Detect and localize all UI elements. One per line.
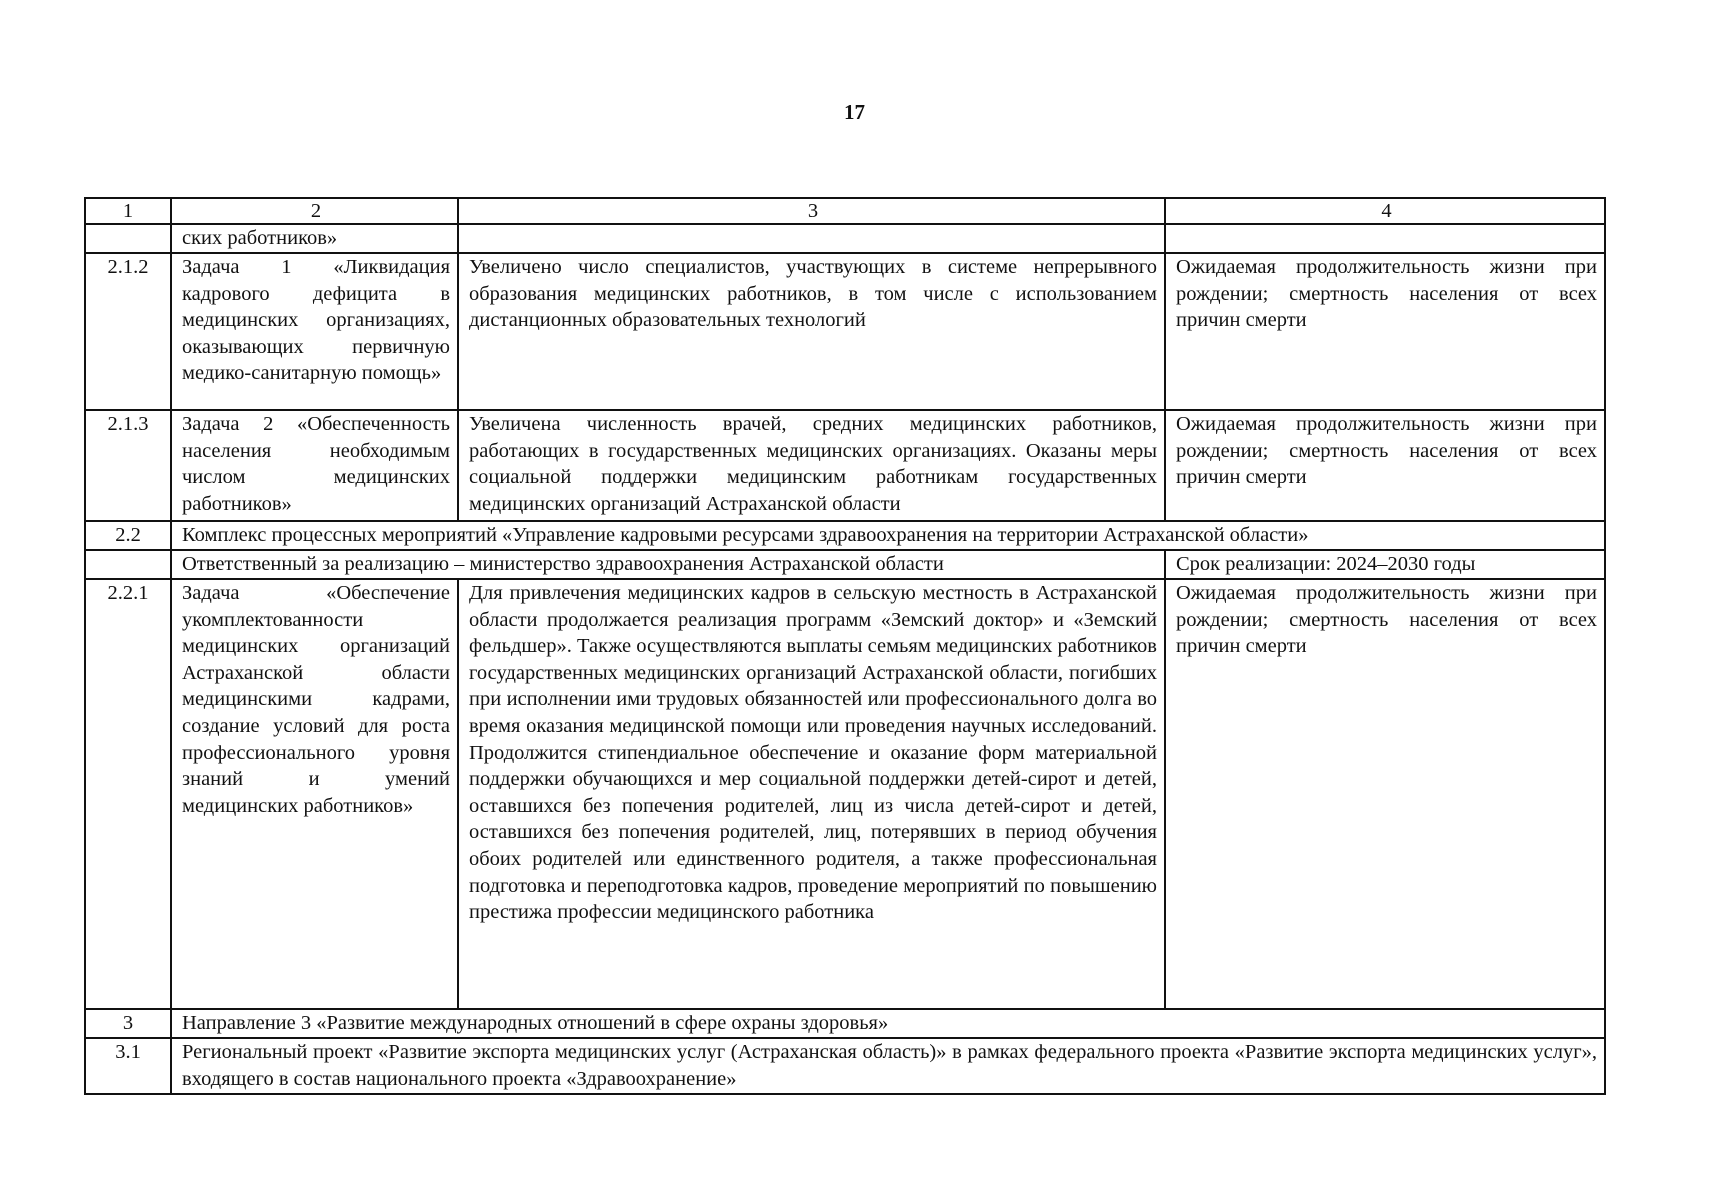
row-number: 3 (85, 1009, 171, 1038)
responsible-cell (171, 550, 1165, 579)
page-number: 17 (844, 100, 865, 124)
indicator-text: Ожидаемая продолжительность жизни при рождении; смертность населения от всех причин смерти (1176, 582, 1597, 658)
row-number (85, 224, 171, 253)
indicator-cell (1165, 410, 1605, 521)
section-title: Региональный проект «Развитие экспорта медицинских услуг (Астраханская область)» в рамках федерального проекта «Развитие экспорта медицинских услуг», входящего в состав национального проекта «Здравоохранение» (182, 1041, 1597, 1090)
section-title: Направление 3 «Развитие международных отношений в сфере охраны здоровья» (182, 1012, 889, 1034)
responsible-text: Ответственный за реализацию – министерство здравоохранения Астраханской области (182, 553, 944, 575)
table-row (85, 550, 1605, 579)
term-text: Срок реализации: 2024–2030 годы (1176, 553, 1476, 575)
task-cell (171, 579, 458, 1009)
row-number: 2.2.1 (85, 579, 171, 1009)
result-cell (458, 410, 1165, 521)
indicator-text: Ожидаемая продолжительность жизни при рождении; смертность населения от всех причин смерти (1176, 256, 1597, 332)
task-cell (171, 410, 458, 521)
section-title-cell (171, 1009, 1605, 1038)
task-cell (171, 253, 458, 410)
row-number (85, 550, 171, 579)
row-number: 3.1 (85, 1038, 171, 1094)
task-text: Задача 1 «Ликвидация кадрового дефицита в медицинских организациях, оказывающих первичную медико-санитарную помощь» (182, 256, 450, 385)
task-text: Задача «Обеспечение укомплектованности медицинских организаций Астраханской области медицинскими кадрами, создание условий для роста профессионального уровня знаний и умений медицинских работников» (182, 582, 450, 817)
indicator-cell (1165, 579, 1605, 1009)
table-row (85, 253, 1605, 410)
result-cell (458, 579, 1165, 1009)
indicator-cell (1165, 253, 1605, 410)
table-row (85, 1009, 1605, 1038)
result-text: Увеличено число специалистов, участвующих в системе непрерывного образования медицинских работников, в том числе с использованием дистанционных образовательных технологий (469, 256, 1157, 332)
task-text: Задача 2 «Обеспеченность населения необходимым числом медицинских работников» (182, 413, 450, 515)
section-title: Комплекс процессных мероприятий «Управление кадровыми ресурсами здравоохранения на территории Астраханской области» (182, 524, 1309, 546)
header-col-1: 1 (85, 198, 171, 224)
task-cell (171, 224, 458, 253)
row-number: 2.1.2 (85, 253, 171, 410)
row-number: 2.1.3 (85, 410, 171, 521)
table-row (85, 521, 1605, 550)
table-header-row (85, 198, 1605, 224)
result-text: Увеличена численность врачей, средних медицинских работников, работающих в государственных медицинских организациях. Оказаны меры социальной поддержки медицинским работникам государственных медицинских организаций Астраханской области (469, 413, 1157, 515)
section-title-cell (171, 1038, 1605, 1094)
result-cell (458, 253, 1165, 410)
program-table (84, 197, 1606, 1095)
row-number: 2.2 (85, 521, 171, 550)
table-row (85, 1038, 1605, 1094)
header-col-4: 4 (1165, 198, 1605, 224)
term-cell (1165, 550, 1605, 579)
result-text: Для привлечения медицинских кадров в сельскую местность в Астраханской области продолжается реализация программ «Земский доктор» и «Земский фельдшер». Также осуществляются выплаты семьям медицинских работников государственных медицинских организаций Астраханской области, погибших при исполнении ими трудовых обязанностей или профессионального долга во время оказания медицинской помощи или проведения научных исследований. Продолжится стипендиальное обеспечение и оказание форм материальной поддержки обучающихся и мер социальной поддержки детей-сирот и детей, оставшихся без попечения родителей, лиц из числа детей-сирот и детей, оставшихся без попечения родителей, лиц, потерявших в период обучения обоих родителей или единственного родителя, а также профессиональная подготовка и переподготовка кадров, проведение мероприятий по повышению престижа профессии медицинского работника (469, 582, 1157, 924)
section-title-cell (171, 521, 1605, 550)
table-row (85, 410, 1605, 521)
result-cell (458, 224, 1165, 253)
task-text: ских работников» (182, 227, 338, 249)
header-col-3: 3 (458, 198, 1165, 224)
table-row (85, 579, 1605, 1009)
indicator-text: Ожидаемая продолжительность жизни при рождении; смертность населения от всех причин смерти (1176, 413, 1597, 489)
table-row (85, 224, 1605, 253)
header-col-2: 2 (171, 198, 458, 224)
indicator-cell (1165, 224, 1605, 253)
